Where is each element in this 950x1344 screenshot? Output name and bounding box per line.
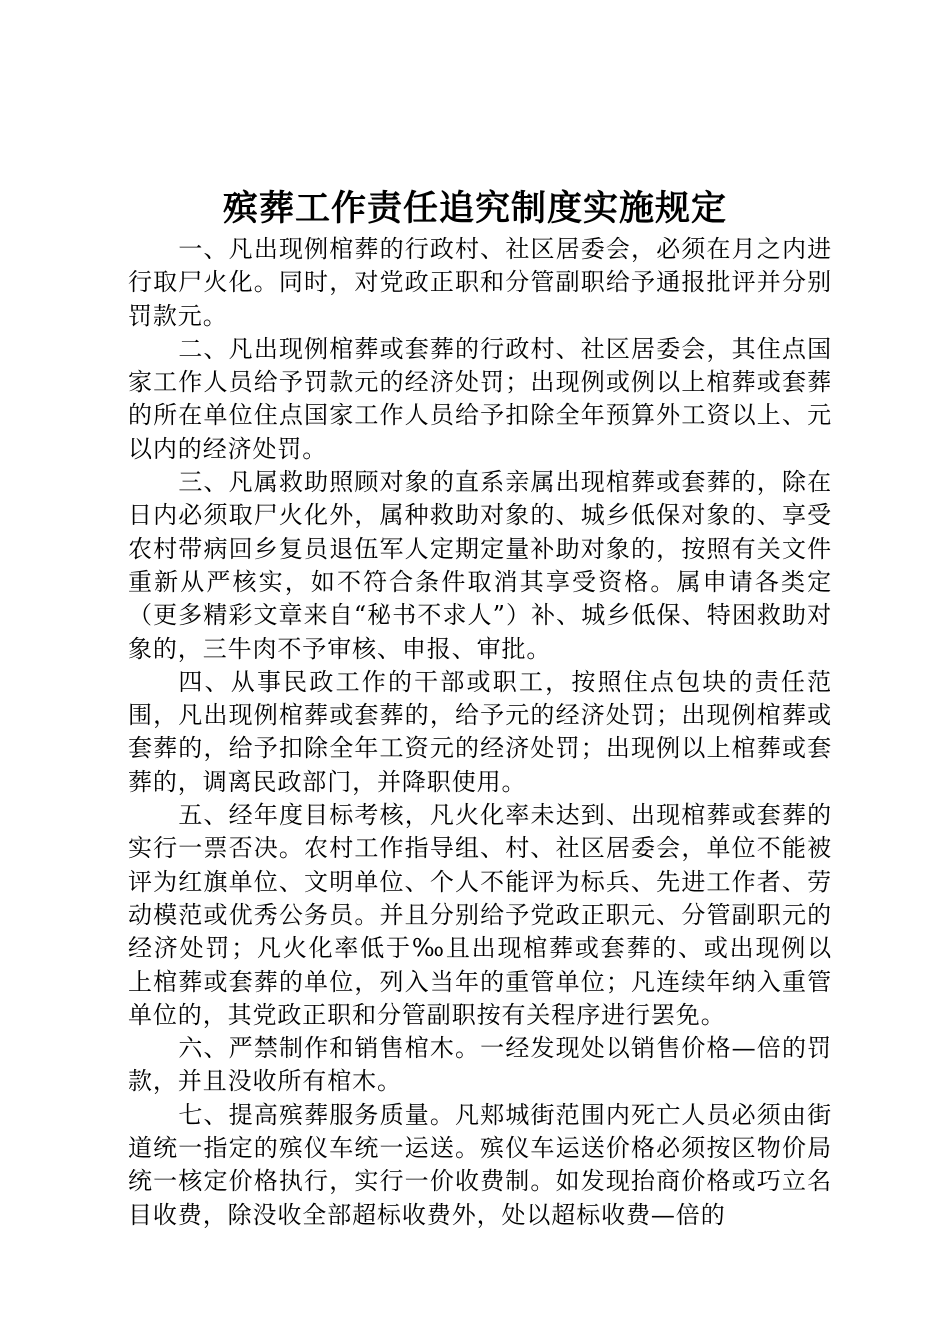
paragraph-1: 一、凡出现例棺葬的行政村、社区居委会，必须在月之内进行取尸火化。同时，对党政正职和分管副职给予通报批评并分别罚款元。	[128, 235, 832, 330]
document-body	[128, 233, 832, 1232]
paragraph-4: 四、从事民政工作的干部或职工，按照住点包块的责任范围，凡出现例棺葬或套葬的，给予元的经济处罚；出现例棺葬或套葬的，给予扣除全年工资元的经济处罚；出现例以上棺葬或套葬的，调离民政部门，并降职使用。	[128, 667, 832, 796]
paragraph-3: 三、凡属救助照顾对象的直系亲属出现棺葬或套葬的，除在日内必须取尸火化外，属种救助对象的、城乡低保对象的、享受农村带病回乡复员退伍军人定期定量补助对象的，按照有关文件重新从严核实，如不符合条件取消其享受资格。属申请各类定（更多精彩文章来自“秘书不求人”）补、城乡低保、特困救助对象的，三牛肉不予审核、申报、审批。	[128, 468, 832, 663]
paragraph-5: 五、经年度目标考核，凡火化率未达到、出现棺葬或套葬的实行一票否决。农村工作指导组、村、社区居委会，单位不能被评为红旗单位、文明单位、个人不能评为标兵、先进工作者、劳动模范或优秀公务员。并且分别给予党政正职元、分管副职元的经济处罚；凡火化率低于‰且出现棺葬或套葬的、或出现例以上棺葬或套葬的单位，列入当年的重管单位；凡连续年纳入重管单位的，其党政正职和分管副职按有关程序进行罢免。	[128, 801, 832, 1029]
paragraph-6: 六、严禁制作和销售棺木。一经发现处以销售价格—倍的罚款，并且没收所有棺木。	[128, 1034, 832, 1096]
paragraph-7: 七、提高殡葬服务质量。凡郏城街范围内死亡人员必须由街道统一指定的殡仪车统一运送。殡仪车运送价格必须按区物价局统一核定价格执行，实行一价收费制。如发现抬商价格或巧立名目收费，除没收全部超标收费外，处以超标收费—倍的	[128, 1100, 832, 1229]
paragraph-2: 二、凡出现例棺葬或套葬的行政村、社区居委会，其住点国家工作人员给予罚款元的经济处罚；出现例或例以上棺葬或套葬的所在单位住点国家工作人员给予扣除全年预算外工资以上、元以内的经济处罚。	[128, 334, 832, 463]
document-title: 殡葬工作责任追究制度实施规定	[222, 188, 727, 229]
